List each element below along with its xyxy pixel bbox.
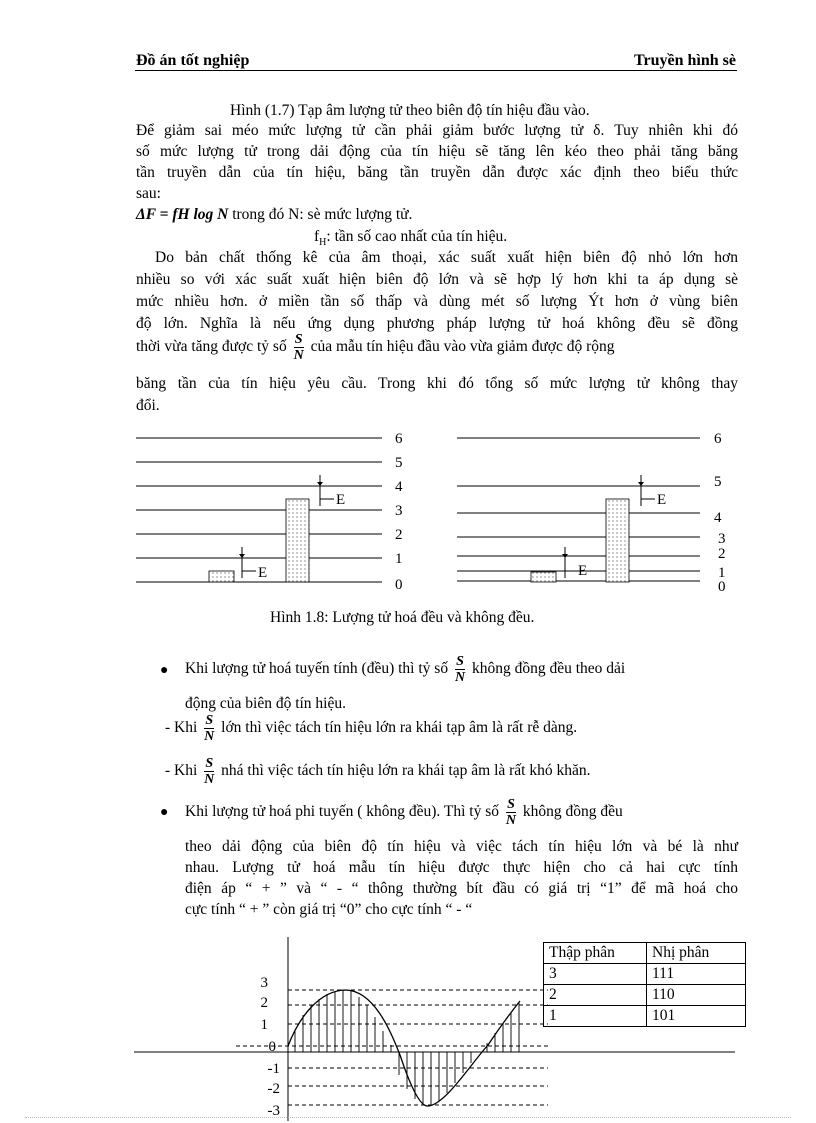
bullet2-text-b: không đồng đều — [522, 803, 623, 820]
fig18-right-nonuniform — [457, 431, 726, 595]
bullet2-line2: theo dải động của biên độ tín hiệu và việc tách tín hiệu lớn và bé là như — [185, 838, 738, 855]
bullet-dot-1: ● — [160, 663, 169, 678]
left-level-label-0: 0 — [395, 577, 403, 593]
right-level-label-2: 2 — [718, 546, 726, 562]
table-header-binary: Nhị phân — [647, 943, 746, 964]
right-level-label-4: 4 — [714, 510, 722, 526]
right-level-label-1: 1 — [718, 565, 726, 581]
sn-ratio — [506, 797, 516, 828]
table-row — [544, 964, 746, 985]
sn-ratio — [204, 713, 214, 744]
para1-line2: số mức lượng tử trong dải động của tín hiệu sẽ tăng lên kéo theo phải tăng băng — [136, 143, 738, 160]
sn-denominator: N — [454, 669, 466, 685]
right-error-label-large: E — [657, 492, 667, 508]
dash-item-2 — [165, 754, 591, 788]
sn-denominator: N — [293, 348, 304, 363]
y-label-m3: -3 — [267, 1103, 280, 1119]
left-large-bar — [286, 499, 309, 582]
para1-line4: sau: — [136, 185, 161, 202]
signal-curve — [288, 990, 520, 1106]
sn-ratio — [204, 756, 214, 787]
formula-description: trong đó N: sè mức lượng tử. — [232, 206, 413, 223]
bullet1-text-b: không đồng đều theo dải — [471, 660, 626, 677]
left-error-label-small: E — [258, 565, 268, 581]
para2-line3: mức nhiều hơn. ở miền tần số thấp và dùng mét số lượng Ýt hơn ở vùng biên — [136, 293, 738, 310]
left-error-arrow-small — [239, 554, 245, 558]
right-error-arrow-large — [638, 482, 644, 486]
header-rule — [135, 70, 737, 71]
table-cell-binary: 101 — [647, 1006, 746, 1027]
formula-expression: ΔF = fH log N — [136, 206, 229, 223]
header-title-right: Truyền hình sè — [634, 52, 736, 69]
para2-line5b: của mẫu tín hiệu đầu vào vừa giảm được độ rộng — [310, 338, 615, 356]
table-cell-decimal: 3 — [544, 964, 647, 985]
para1-line1: Để giảm sai méo mức lượng tử cần phải giảm bước lượng tử δ. Tuy nhiên khi đó — [136, 122, 738, 139]
right-level-label-0: 0 — [718, 579, 726, 595]
table-cell-binary: 110 — [647, 985, 746, 1006]
dash-item-1 — [165, 711, 577, 745]
table-cell-decimal: 1 — [544, 1006, 647, 1027]
bullet-dot-2: ● — [160, 805, 169, 820]
left-level-label-2: 2 — [395, 527, 403, 543]
para2-line4: độ lớn. Nghĩa là nếu ứng dụng phương pháp lượng tử hoá không đều sẽ đồng — [136, 315, 738, 332]
sn-numerator: S — [294, 332, 303, 347]
y-label-0: 0 — [268, 1039, 276, 1055]
y-label-2: 2 — [260, 995, 268, 1011]
left-level-label-5: 5 — [395, 455, 403, 471]
table-header-row — [544, 943, 746, 964]
sn-denominator: N — [204, 771, 215, 787]
para2-line7: đổi. — [136, 397, 160, 414]
fig18-quantization-diagram — [0, 420, 816, 600]
sn-numerator: S — [205, 712, 214, 728]
fig18-caption: Hình 1.8: Lượng tử hoá đều và không đều. — [270, 609, 535, 626]
y-label-m1: -1 — [267, 1061, 280, 1077]
left-level-label-4: 4 — [395, 479, 403, 495]
bullet1-line2: động của biên độ tín hiệu. — [185, 695, 346, 712]
page-bottom-edge — [25, 1117, 791, 1118]
sn-numerator: S — [507, 796, 515, 812]
y-label-m2: -2 — [267, 1081, 280, 1097]
table-row — [544, 1006, 746, 1027]
left-error-label-large: E — [336, 492, 346, 508]
header-title-left: Đồ án tốt nghiệp — [136, 52, 250, 69]
right-error-label-small: E — [578, 563, 588, 579]
left-small-bar — [209, 571, 234, 582]
fh-description: : tần số cao nhất của tín hiệu. — [326, 228, 508, 245]
para2-line5 — [136, 332, 615, 363]
y-label-3: 3 — [260, 975, 268, 991]
fh-symbol: f — [314, 228, 320, 245]
sn-ratio — [294, 332, 304, 363]
right-level-label-3: 3 — [718, 531, 726, 547]
table-cell-binary: 111 — [647, 964, 746, 985]
sn-numerator: S — [205, 755, 214, 771]
dash1-text-b: lớn thì việc tách tín hiệu lớn ra khái tạp âm là rất rễ dàng. — [221, 719, 578, 736]
table-header-decimal: Thập phân — [544, 943, 647, 964]
sn-numerator: S — [456, 653, 464, 669]
y-label-1: 1 — [260, 1017, 268, 1033]
bullet2-text-a: Khi lượng tử hoá phi tuyến ( không đều). Thì tỷ số — [185, 803, 500, 820]
left-level-label-6: 6 — [395, 431, 403, 447]
para2-line2: nhiều so với xác suất xuất hiện biên độ lớn và sẽ hợp lý hơn khi ta áp dụng sè — [136, 271, 738, 288]
right-level-label-5: 5 — [714, 474, 722, 490]
para2-line1: Do bản chất thống kê của âm thoại, xác suất xuất hiện biên độ nhỏ lớn hơn — [155, 249, 738, 266]
fig18-left-uniform — [136, 431, 403, 593]
sn-ratio — [455, 654, 465, 685]
sn-denominator: N — [204, 728, 215, 744]
para1-line3: tần truyền dẫn của tín hiệu, băng tần truyền dẫn được xác định theo biểu thức — [136, 164, 738, 181]
table-row — [544, 985, 746, 1006]
table-cell-decimal: 2 — [544, 985, 647, 1006]
dash2-text-a: - Khi — [165, 762, 198, 779]
bullet1-text-a: Khi lượng tử hoá tuyến tính (đều) thì tỷ số — [185, 660, 449, 677]
bandwidth-formula — [136, 205, 412, 224]
dash2-text-b: nhá thì việc tách tín hiệu lớn ra khái tạp âm là rất khó khăn. — [221, 762, 591, 779]
left-level-label-3: 3 — [395, 503, 403, 519]
right-small-bar — [531, 572, 556, 582]
decimal-binary-table — [543, 942, 746, 1027]
right-level-label-6: 6 — [714, 431, 722, 447]
bullet2-line4: điện áp “ + ” và “ - “ thông thường bít đầu có giá trị “1” để mã hoá cho — [185, 880, 738, 897]
right-large-bar — [606, 499, 629, 582]
left-error-arrow-large — [317, 482, 323, 486]
sn-denominator: N — [505, 812, 517, 828]
bullet2-line3: nhau. Lượng tử hoá mẫu tín hiệu được thực hiện cho cả hai cực tính — [185, 859, 738, 876]
para2-line6: băng tần của tín hiệu yêu cầu. Trong khi đó tổng số mức lượng tử không thay — [136, 375, 738, 392]
bullet2-line5: cực tính “ + ” còn giá trị “0” cho cực tính “ - “ — [185, 901, 473, 918]
para2-line5a: thời vừa tăng được tỷ số — [136, 338, 287, 356]
bullet1-line1 — [185, 652, 625, 686]
fig17-caption: Hình (1.7) Tạp âm lượng tử theo biên độ tín hiệu đầu vào. — [230, 102, 590, 119]
fh-subscript: H — [319, 237, 327, 249]
bullet2-line1 — [185, 795, 623, 829]
dash1-text-a: - Khi — [165, 719, 198, 736]
left-level-label-1: 1 — [395, 551, 403, 567]
